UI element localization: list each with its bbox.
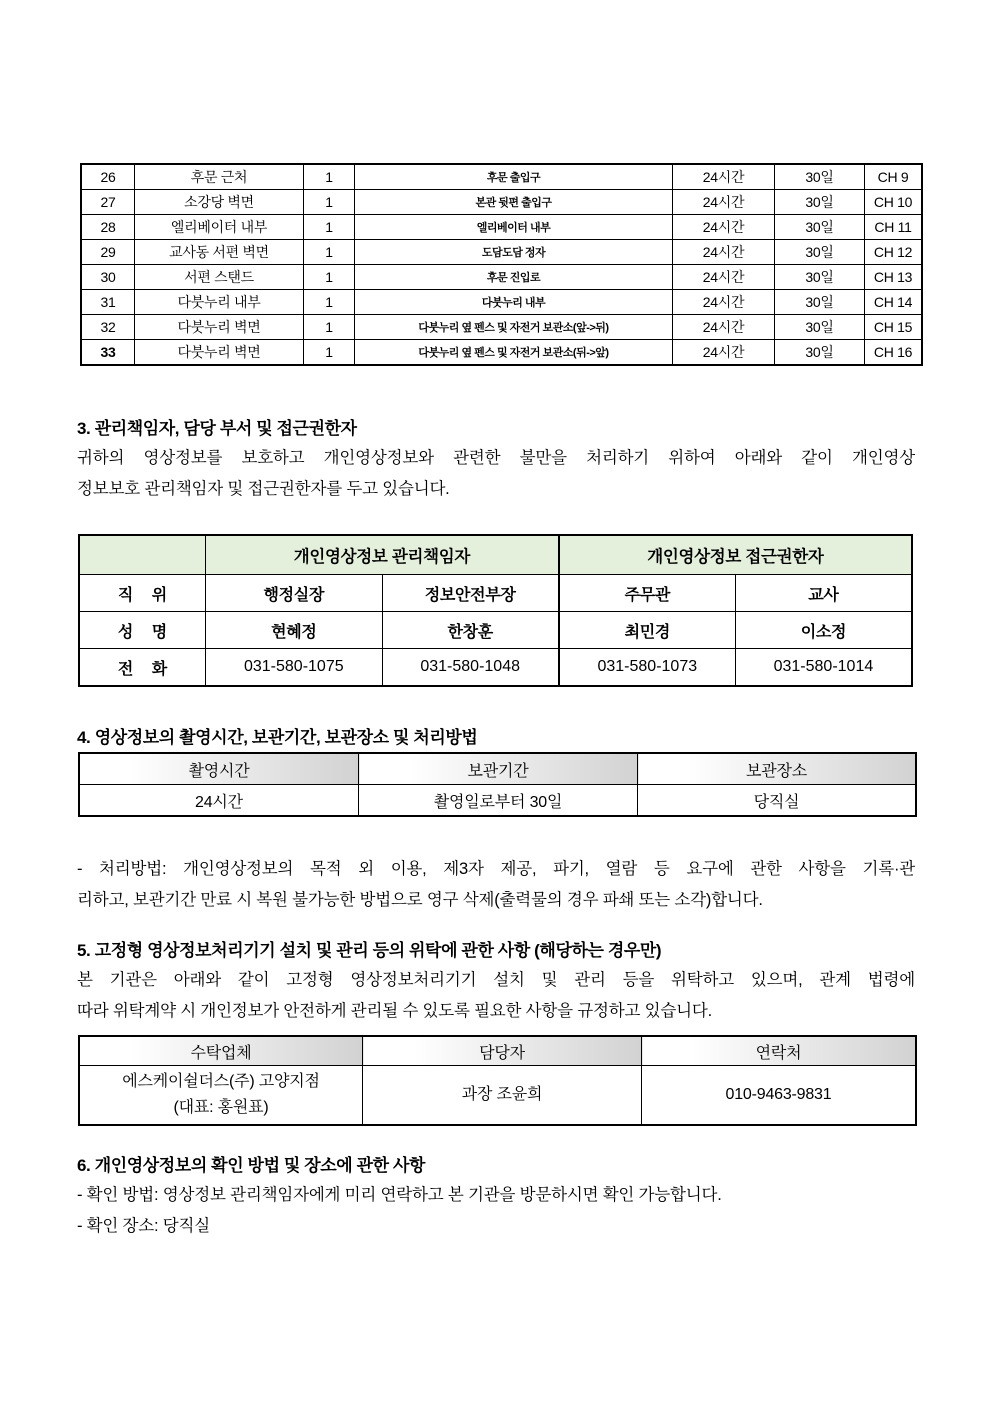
phone-info-safety-head: 031-580-1048 — [382, 649, 559, 687]
camera-no: 29 — [81, 240, 135, 265]
section-5-paragraph-line-1: 본 기관은 아래와 같이 고정형 영상정보처리기기 설치 및 관리 등을 위탁하고 있으며, 관계 법령에 — [77, 971, 915, 989]
camera-period: 30일 — [775, 215, 865, 240]
recording-info-table — [78, 752, 917, 817]
camera-no: 26 — [81, 164, 135, 190]
camera-no: 31 — [81, 290, 135, 315]
camera-time: 24시간 — [673, 215, 775, 240]
camera-count: 1 — [304, 315, 355, 340]
group-header-manager: 개인영상정보 관리책임자 — [206, 535, 559, 575]
row-label-phone: 전 화 — [79, 649, 206, 687]
table-row — [81, 315, 922, 340]
camera-location: 후문 근처 — [135, 164, 304, 190]
camera-detail: 후문 진입로 — [355, 265, 673, 290]
table-row — [79, 1066, 916, 1126]
value-retention-period: 촬영일로부터 30일 — [359, 785, 638, 817]
section-6-item-place: - 확인 장소: 당직실 — [77, 1217, 211, 1235]
position-teacher: 교사 — [735, 575, 912, 612]
value-contact-number: 010-9463-9831 — [642, 1066, 917, 1126]
camera-time: 24시간 — [673, 265, 775, 290]
phone-admin-chief: 031-580-1075 — [206, 649, 383, 687]
table-row-position — [79, 575, 912, 612]
contractor-representative: (대표: 홍원표) — [173, 1099, 269, 1116]
camera-channel: CH 13 — [865, 265, 923, 290]
section-3-heading: 3. 관리책임자, 담당 부서 및 접근권한자 — [77, 419, 357, 438]
camera-period: 30일 — [775, 290, 865, 315]
camera-no: 27 — [81, 190, 135, 215]
table-row — [81, 215, 922, 240]
outsourcing-body — [79, 1036, 916, 1125]
table-row-header — [79, 753, 916, 785]
responsible-person-table — [78, 534, 913, 687]
camera-detail: 엘리베이터 내부 — [355, 215, 673, 240]
table-row — [81, 340, 922, 366]
camera-time: 24시간 — [673, 164, 775, 190]
table-row — [81, 240, 922, 265]
camera-time: 24시간 — [673, 340, 775, 366]
table-row-header — [79, 1036, 916, 1066]
phone-officer: 031-580-1073 — [559, 649, 736, 687]
camera-count: 1 — [304, 190, 355, 215]
camera-channel: CH 12 — [865, 240, 923, 265]
camera-count: 1 — [304, 265, 355, 290]
recording-info-body — [79, 753, 916, 816]
camera-time: 24시간 — [673, 240, 775, 265]
row-label-position: 직 위 — [79, 575, 206, 612]
responsible-person-body — [79, 535, 912, 686]
camera-location: 다붓누리 벽면 — [135, 315, 304, 340]
camera-list-body — [81, 164, 922, 365]
camera-location: 소강당 벽면 — [135, 190, 304, 215]
camera-count: 1 — [304, 164, 355, 190]
value-recording-time: 24시간 — [79, 785, 359, 817]
camera-location: 서편 스탠드 — [135, 265, 304, 290]
camera-detail: 다붓누리 옆 펜스 및 자전거 보관소(뒤->앞) — [355, 340, 673, 366]
processing-method-line-1: - 처리방법: 개인영상정보의 목적 외 이용, 제3자 제공, 파기, 열람 등 요구에 관한 사항을 기록·관 — [77, 860, 915, 878]
camera-no: 33 — [81, 340, 135, 366]
name-info-safety-head: 한창훈 — [382, 612, 559, 649]
camera-no: 30 — [81, 265, 135, 290]
table-row-name — [79, 612, 912, 649]
camera-count: 1 — [304, 215, 355, 240]
camera-count: 1 — [304, 290, 355, 315]
camera-channel: CH 14 — [865, 290, 923, 315]
section-3-paragraph-line-2: 정보보호 관리책임자 및 접근권한자를 두고 있습니다. — [77, 480, 450, 498]
name-teacher: 이소정 — [735, 612, 912, 649]
camera-detail: 다붓누리 옆 펜스 및 자전거 보관소(앞->뒤) — [355, 315, 673, 340]
table-row — [81, 164, 922, 190]
name-admin-chief: 현혜정 — [206, 612, 383, 649]
position-officer: 주무관 — [559, 575, 736, 612]
row-label-name: 성 명 — [79, 612, 206, 649]
camera-count: 1 — [304, 340, 355, 366]
position-admin-chief: 행정실장 — [206, 575, 383, 612]
value-contractor — [79, 1066, 363, 1126]
camera-period: 30일 — [775, 164, 865, 190]
camera-period: 30일 — [775, 315, 865, 340]
camera-no: 32 — [81, 315, 135, 340]
camera-period: 30일 — [775, 190, 865, 215]
camera-location: 엘리베이터 내부 — [135, 215, 304, 240]
camera-detail: 도담도담 정자 — [355, 240, 673, 265]
camera-no: 28 — [81, 215, 135, 240]
camera-period: 30일 — [775, 340, 865, 366]
section-5-heading: 5. 고정형 영상정보처리기기 설치 및 관리 등의 위탁에 관한 사항 (해당하는 경우만) — [77, 941, 662, 960]
position-info-safety-head: 정보안전부장 — [382, 575, 559, 612]
camera-location: 교사동 서편 벽면 — [135, 240, 304, 265]
value-storage-place: 당직실 — [638, 785, 917, 817]
name-officer: 최민경 — [559, 612, 736, 649]
camera-time: 24시간 — [673, 190, 775, 215]
table-row — [81, 265, 922, 290]
camera-detail: 다붓누리 내부 — [355, 290, 673, 315]
camera-detail: 본관 뒷편 출입구 — [355, 190, 673, 215]
camera-period: 30일 — [775, 265, 865, 290]
contractor-name: 에스케이쉴더스(주) 고양지점 — [122, 1073, 320, 1090]
camera-time: 24시간 — [673, 290, 775, 315]
table-row — [81, 190, 922, 215]
outsourcing-table — [78, 1035, 917, 1126]
section-5-paragraph — [77, 965, 915, 1027]
phone-teacher: 031-580-1014 — [735, 649, 912, 687]
section-3-paragraph — [77, 443, 915, 505]
processing-method-line-2: 리하고, 보관기간 만료 시 복원 불가능한 방법으로 영구 삭제(출력물의 경우 파쇄 또는 소각)합니다. — [77, 891, 763, 909]
camera-time: 24시간 — [673, 315, 775, 340]
table-row — [79, 785, 916, 817]
camera-channel: CH 15 — [865, 315, 923, 340]
camera-channel: CH 9 — [865, 164, 923, 190]
camera-period: 30일 — [775, 240, 865, 265]
camera-channel: CH 10 — [865, 190, 923, 215]
camera-location: 다붓누리 내부 — [135, 290, 304, 315]
section-6-list — [77, 1180, 915, 1242]
header-recording-time: 촬영시간 — [79, 753, 359, 785]
table-row-header — [79, 535, 912, 575]
empty-corner-cell — [79, 535, 206, 575]
camera-list-table — [80, 163, 923, 366]
camera-channel: CH 11 — [865, 215, 923, 240]
camera-channel: CH 16 — [865, 340, 923, 366]
header-contact-person: 담당자 — [363, 1036, 642, 1066]
processing-method-paragraph — [77, 854, 915, 916]
header-storage-place: 보관장소 — [638, 753, 917, 785]
camera-location: 다붓누리 벽면 — [135, 340, 304, 366]
section-6-item-method: - 확인 방법: 영상정보 관리책임자에게 미리 연락하고 본 기관을 방문하시면 확인 가능합니다. — [77, 1186, 722, 1204]
value-contact-person: 과장 조윤희 — [363, 1066, 642, 1126]
section-4-heading: 4. 영상정보의 촬영시간, 보관기간, 보관장소 및 처리방법 — [77, 728, 478, 747]
header-retention-period: 보관기간 — [359, 753, 638, 785]
camera-detail: 후문 출입구 — [355, 164, 673, 190]
header-contractor: 수탁업체 — [79, 1036, 363, 1066]
table-row-phone — [79, 649, 912, 687]
section-3-paragraph-line-1: 귀하의 영상정보를 보호하고 개인영상정보와 관련한 불만을 처리하기 위하여 아래와 같이 개인영상 — [77, 449, 915, 467]
header-contact-number: 연락처 — [642, 1036, 917, 1066]
table-row — [81, 290, 922, 315]
group-header-accessor: 개인영상정보 접근권한자 — [559, 535, 912, 575]
camera-count: 1 — [304, 240, 355, 265]
section-5-paragraph-line-2: 따라 위탁계약 시 개인정보가 안전하게 관리될 수 있도록 필요한 사항을 규정하고 있습니다. — [77, 1002, 712, 1020]
section-6-heading: 6. 개인영상정보의 확인 방법 및 장소에 관한 사항 — [77, 1156, 426, 1175]
